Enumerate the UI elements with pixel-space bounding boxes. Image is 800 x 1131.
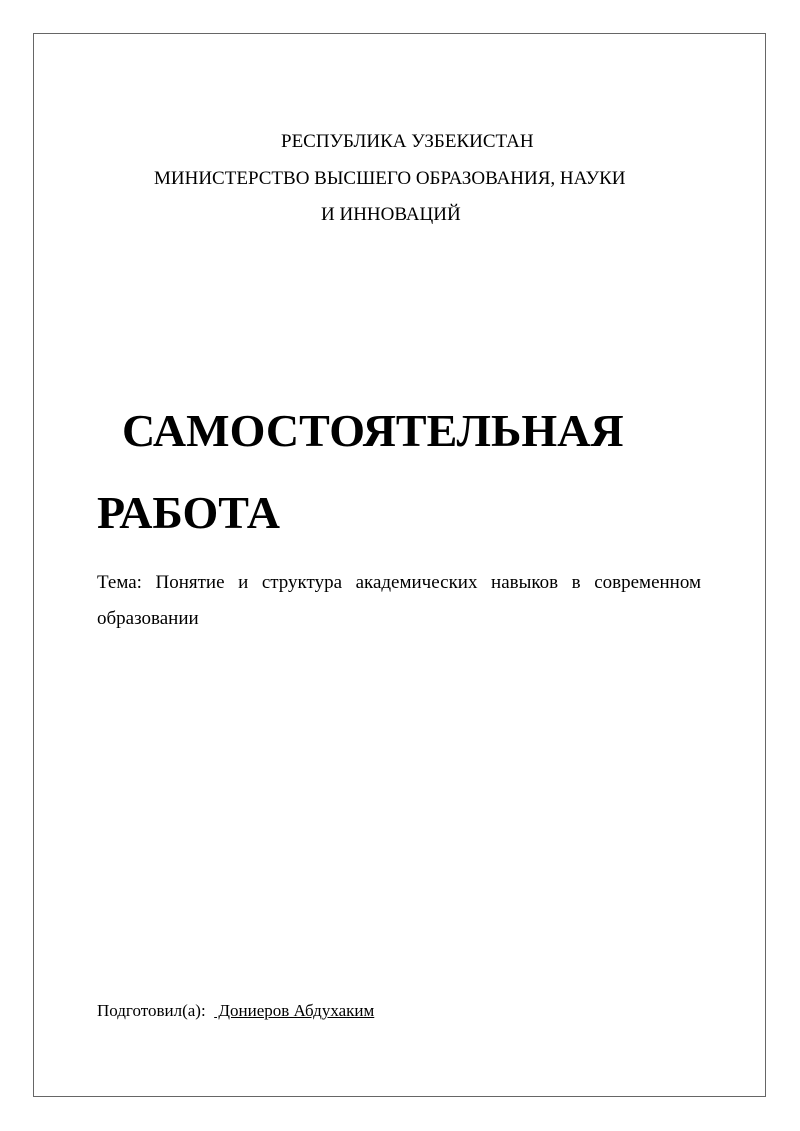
ministry-heading: МИНИСТЕРСТВО ВЫСШЕГО ОБРАЗОВАНИЯ, НАУКИ	[154, 168, 626, 189]
document-title: САМОСТОЯТЕЛЬНАЯ	[122, 405, 624, 456]
ministry-heading-cont: И ИННОВАЦИЙ	[321, 204, 461, 225]
prepared-by-label: Подготовил(а):	[97, 1001, 206, 1020]
topic	[97, 565, 701, 637]
author-name: Дониеров Абдухаким	[214, 1001, 375, 1020]
prepared-by	[97, 1001, 374, 1021]
topic-label: Тема:	[97, 572, 142, 593]
country-heading: РЕСПУБЛИКА УЗБЕКИСТАН	[281, 131, 534, 152]
topic-text: Понятие и структура академических навыков в современном образовании	[97, 572, 702, 629]
document-title-cont: РАБОТА	[97, 487, 280, 538]
